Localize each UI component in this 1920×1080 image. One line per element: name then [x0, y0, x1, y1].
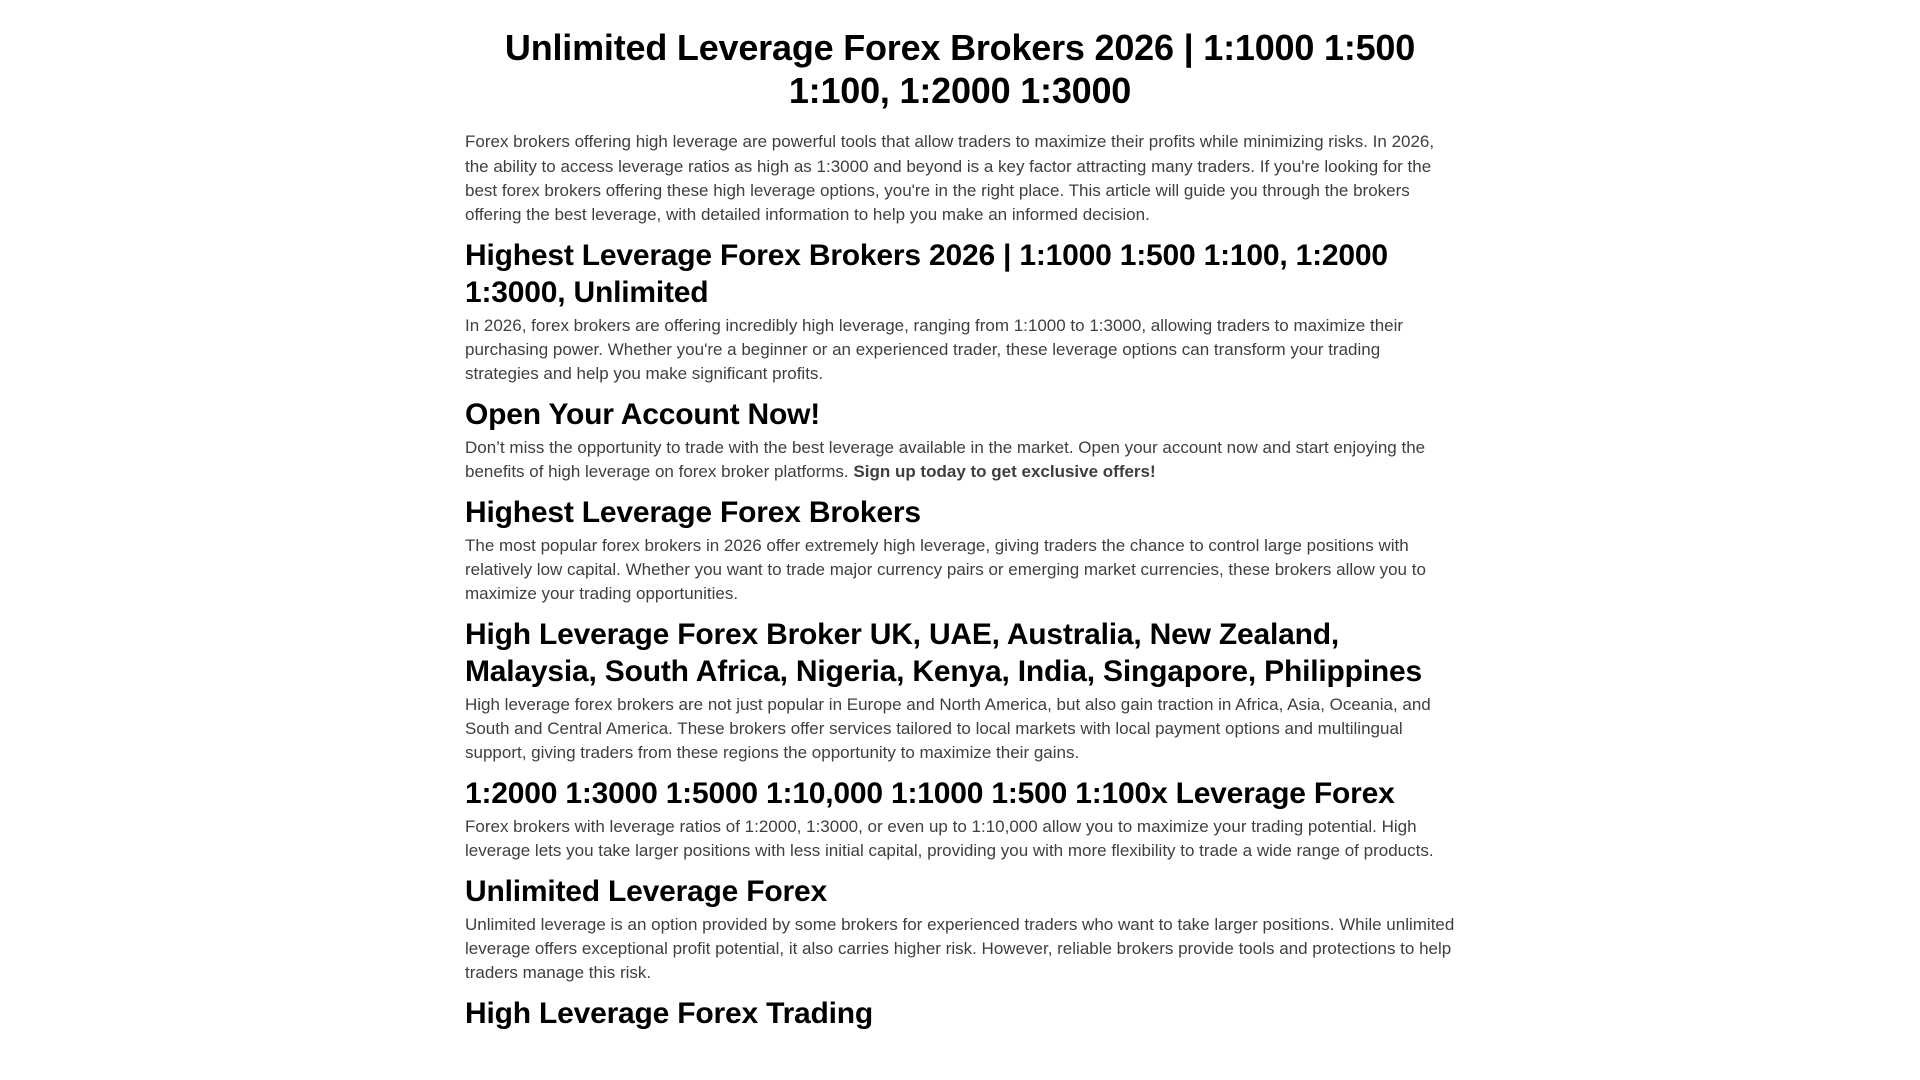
- page-title: Unlimited Leverage Forex Brokers 2026 | 1:1000 1:500 1:100, 1:2000 1:3000: [504, 27, 1416, 112]
- section-highest-leverage-brokers: [465, 494, 1455, 606]
- section-highest-leverage-2026: [465, 237, 1455, 386]
- section-heading: Highest Leverage Forex Brokers: [465, 496, 921, 529]
- section-paragraph: In 2026, forex brokers are offering incredibly high leverage, ranging from 1:1000 to 1:3000, allowing traders to maximize their purchasing power. Whether you're a beginner or an experienced trader, these leverage options can transform your trading strategies and help you make significant profits.: [465, 315, 1404, 384]
- section-heading: 1:2000 1:3000 1:5000 1:10,000 1:1000 1:500 1:100x Leverage Forex: [465, 777, 1395, 811]
- section-heading-clipped: High Leverage Forex Trading: [465, 996, 874, 1030]
- section-heading: Unlimited Leverage Forex: [465, 875, 827, 908]
- section-heading: Open Your Account Now!: [465, 398, 821, 432]
- section-forex-trading-clipped: [465, 995, 1455, 1033]
- section-paragraph: The most popular forex brokers in 2026 offer extremely high leverage, giving traders the chance to control large positions with relatively low capital. Whether you want to trade major currency pairs or emerging market currencies, these brokers allow you to maximize your trading opportunities.: [465, 535, 1426, 603]
- section-paragraph: Unlimited leverage is an option provided by some brokers for experienced traders who want to take larger positions. While unlimited leverage offers exceptional profit potential, it also carries higher risk. However, reliable brokers provide tools and protections to help traders manage this risk.: [465, 914, 1455, 982]
- section-paragraph: Forex brokers with leverage ratios of 1:2000, 1:3000, or even up to 1:10,000 allow you to maximize your trading potential. High leverage lets you take larger positions with less initial capital, providing you with more flexibility to trade a wide range of products.: [465, 816, 1434, 860]
- section-heading: High Leverage Forex Broker UK, UAE, Australia, New Zealand, Malaysia, South Africa, Nigeria, Kenya, India, Singapore, Philippines: [465, 617, 1422, 689]
- section-unlimited-leverage: [465, 873, 1455, 985]
- signup-cta-text: Sign up today to get exclusive offers!: [853, 461, 1156, 481]
- section-leverage-ratios: [465, 775, 1455, 863]
- section-paragraph: [465, 436, 1455, 484]
- section-paragraph: High leverage forex brokers are not just popular in Europe and North America, but also gain traction in Africa, Asia, Oceania, and South and Central America. These brokers offer services tailored to local markets with local payment options and multilingual support, giving traders from these regions the opportunity to maximize their gains.: [465, 694, 1431, 763]
- article: [465, 0, 1455, 1032]
- section-paragraph-text: Don’t miss the opportunity to trade with the best leverage available in the market. Open your account now and start enjoying the benefits of high leverage on forex broker platforms.: [465, 437, 1426, 481]
- section-regions: [465, 616, 1455, 765]
- section-open-account: [465, 396, 1455, 484]
- section-heading: Highest Leverage Forex Brokers 2026 | 1:1000 1:500 1:100, 1:2000 1:3000, Unlimited: [465, 238, 1388, 310]
- intro-paragraph: Forex brokers offering high leverage are powerful tools that allow traders to maximize their profits while minimizing risks. In 2026, the ability to access leverage ratios as high as 1:3000 and beyond is a key factor attracting many traders. If you're looking for the best forex brokers offering these high leverage options, you're in the right place. This article will guide you through the brokers offering the best leverage, with detailed information to help you make an informed decision.: [465, 132, 1435, 224]
